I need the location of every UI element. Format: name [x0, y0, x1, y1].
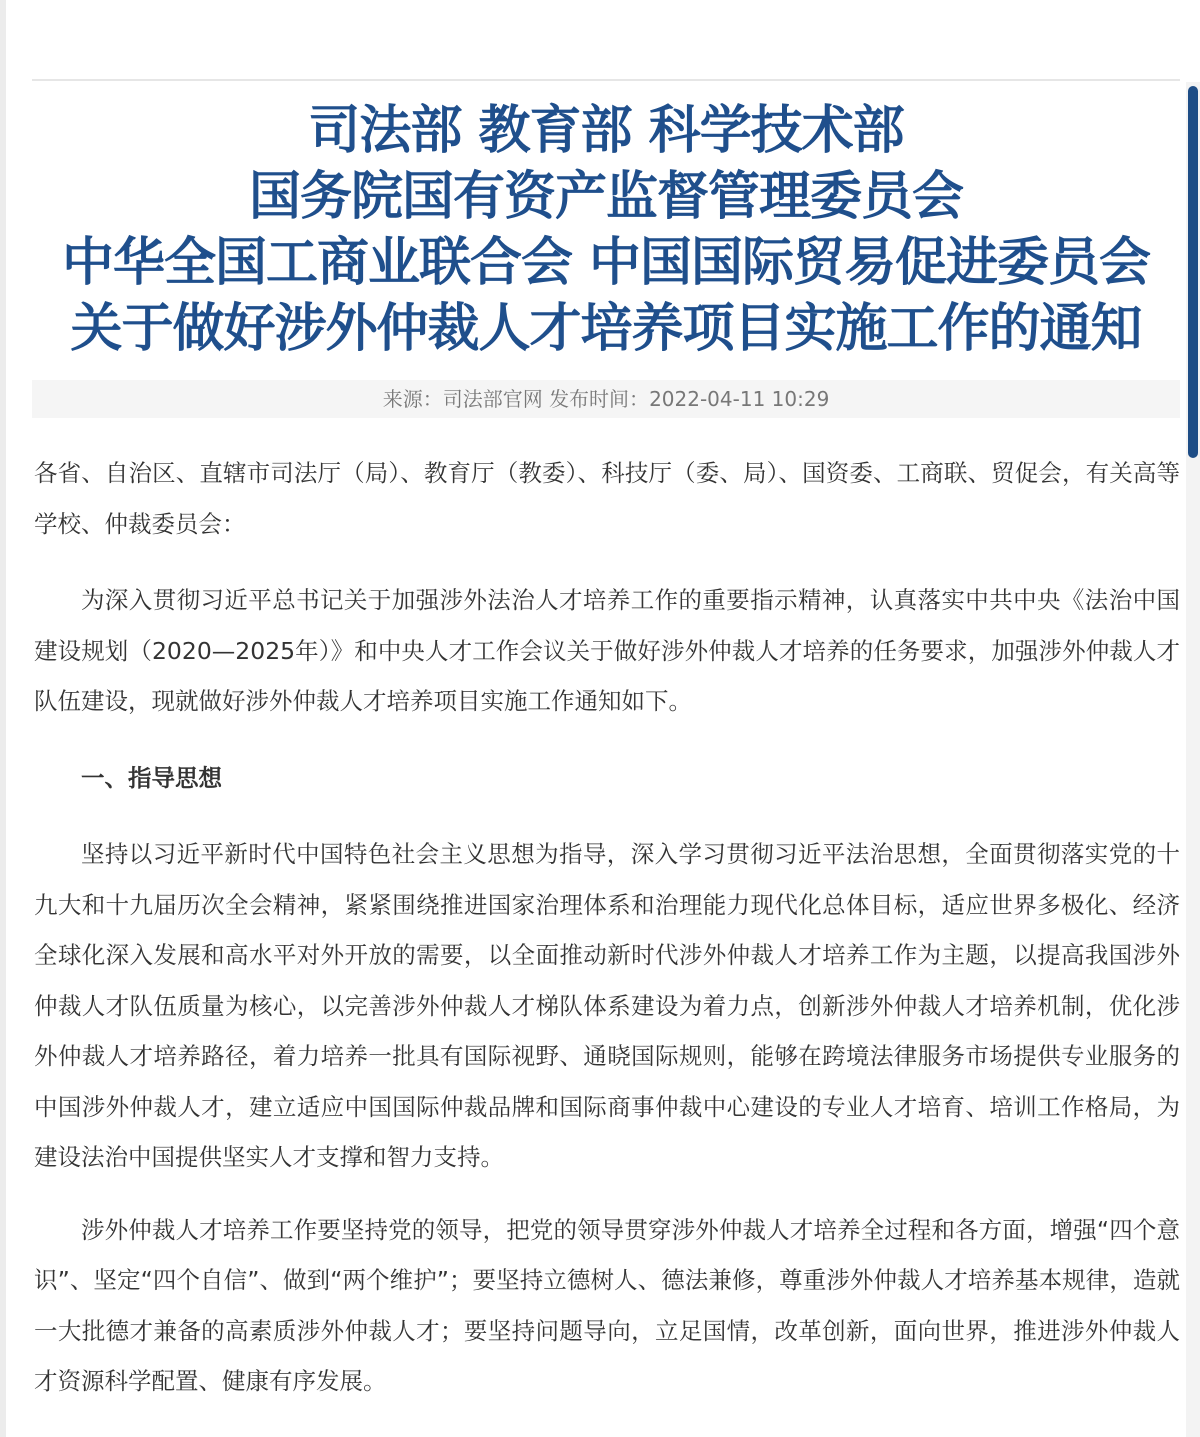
title-line-2: 国务院国有资产监督管理委员会	[248, 167, 963, 227]
title-line-1: 司法部 教育部 科学技术部	[308, 101, 904, 161]
article-meta	[32, 380, 1180, 418]
salutation: 各省、自治区、直辖市司法厅（局）、教育厅（教委）、科技厅（委、局）、国资委、工商联、贸促会，有关高等学校、仲裁委员会：	[34, 459, 1180, 538]
title-line-3: 中华全国工商业联合会 中国国际贸易促进委员会	[61, 233, 1151, 293]
source-label: 来源：	[382, 387, 443, 411]
publish-date: 2022-04-11 10:29	[649, 387, 830, 411]
date-label: 发布时间：	[549, 387, 650, 411]
source-value: 司法部官网	[442, 387, 543, 411]
title-line-4: 关于做好涉外仲裁人才培养项目实施工作的通知	[70, 299, 1142, 359]
section-heading: 一、指导思想	[81, 763, 222, 792]
left-edge-divider	[0, 0, 6, 1437]
intro-paragraph: 为深入贯彻习近平总书记关于加强涉外法治人才培养工作的重要指示精神，认真落实中共中央《法治中国建设规划（2020—2025年）》和中央人才工作会议关于做好涉外仲裁人才培养的任务要求，加强涉外仲裁人才队伍建设，现就做好涉外仲裁人才培养项目实施工作通知如下。	[34, 586, 1180, 715]
top-divider	[32, 79, 1180, 81]
article-title	[32, 98, 1180, 362]
section-paragraph-2: 涉外仲裁人才培养工作要坚持党的领导，把党的领导贯穿涉外仲裁人才培养全过程和各方面，增强“四个意识”、坚定“四个自信”、做到“两个维护”；要坚持立德树人、德法兼修，尊重涉外仲裁人才培养基本规律，造就一大批德才兼备的高素质涉外仲裁人才；要坚持问题导向，立足国情，改革创新，面向世界，推进涉外仲裁人才资源科学配置、健康有序发展。	[34, 1215, 1180, 1395]
scrollbar-thumb[interactable]	[1188, 86, 1198, 458]
article-body	[34, 448, 1180, 1407]
section-paragraph-1: 坚持以习近平新时代中国特色社会主义思想为指导，深入学习贯彻习近平法治思想，全面贯彻落实党的十九大和十九届历次全会精神，紧紧围绕推进国家治理体系和治理能力现代化总体目标，适应世界多极化、经济全球化深入发展和高水平对外开放的需要，以全面推动新时代涉外仲裁人才培养工作为主题，以提高我国涉外仲裁人才队伍质量为核心，以完善涉外仲裁人才梯队体系建设为着力点，创新涉外仲裁人才培养机制，优化涉外仲裁人才培养路径，着力培养一批具有国际视野、通晓国际规则，能够在跨境法律服务市场提供专业服务的中国涉外仲裁人才，建立适应中国国际仲裁品牌和国际商事仲裁中心建设的专业人才培育、培训工作格局，为建设法治中国提供坚实人才支撑和智力支持。	[34, 840, 1180, 1171]
